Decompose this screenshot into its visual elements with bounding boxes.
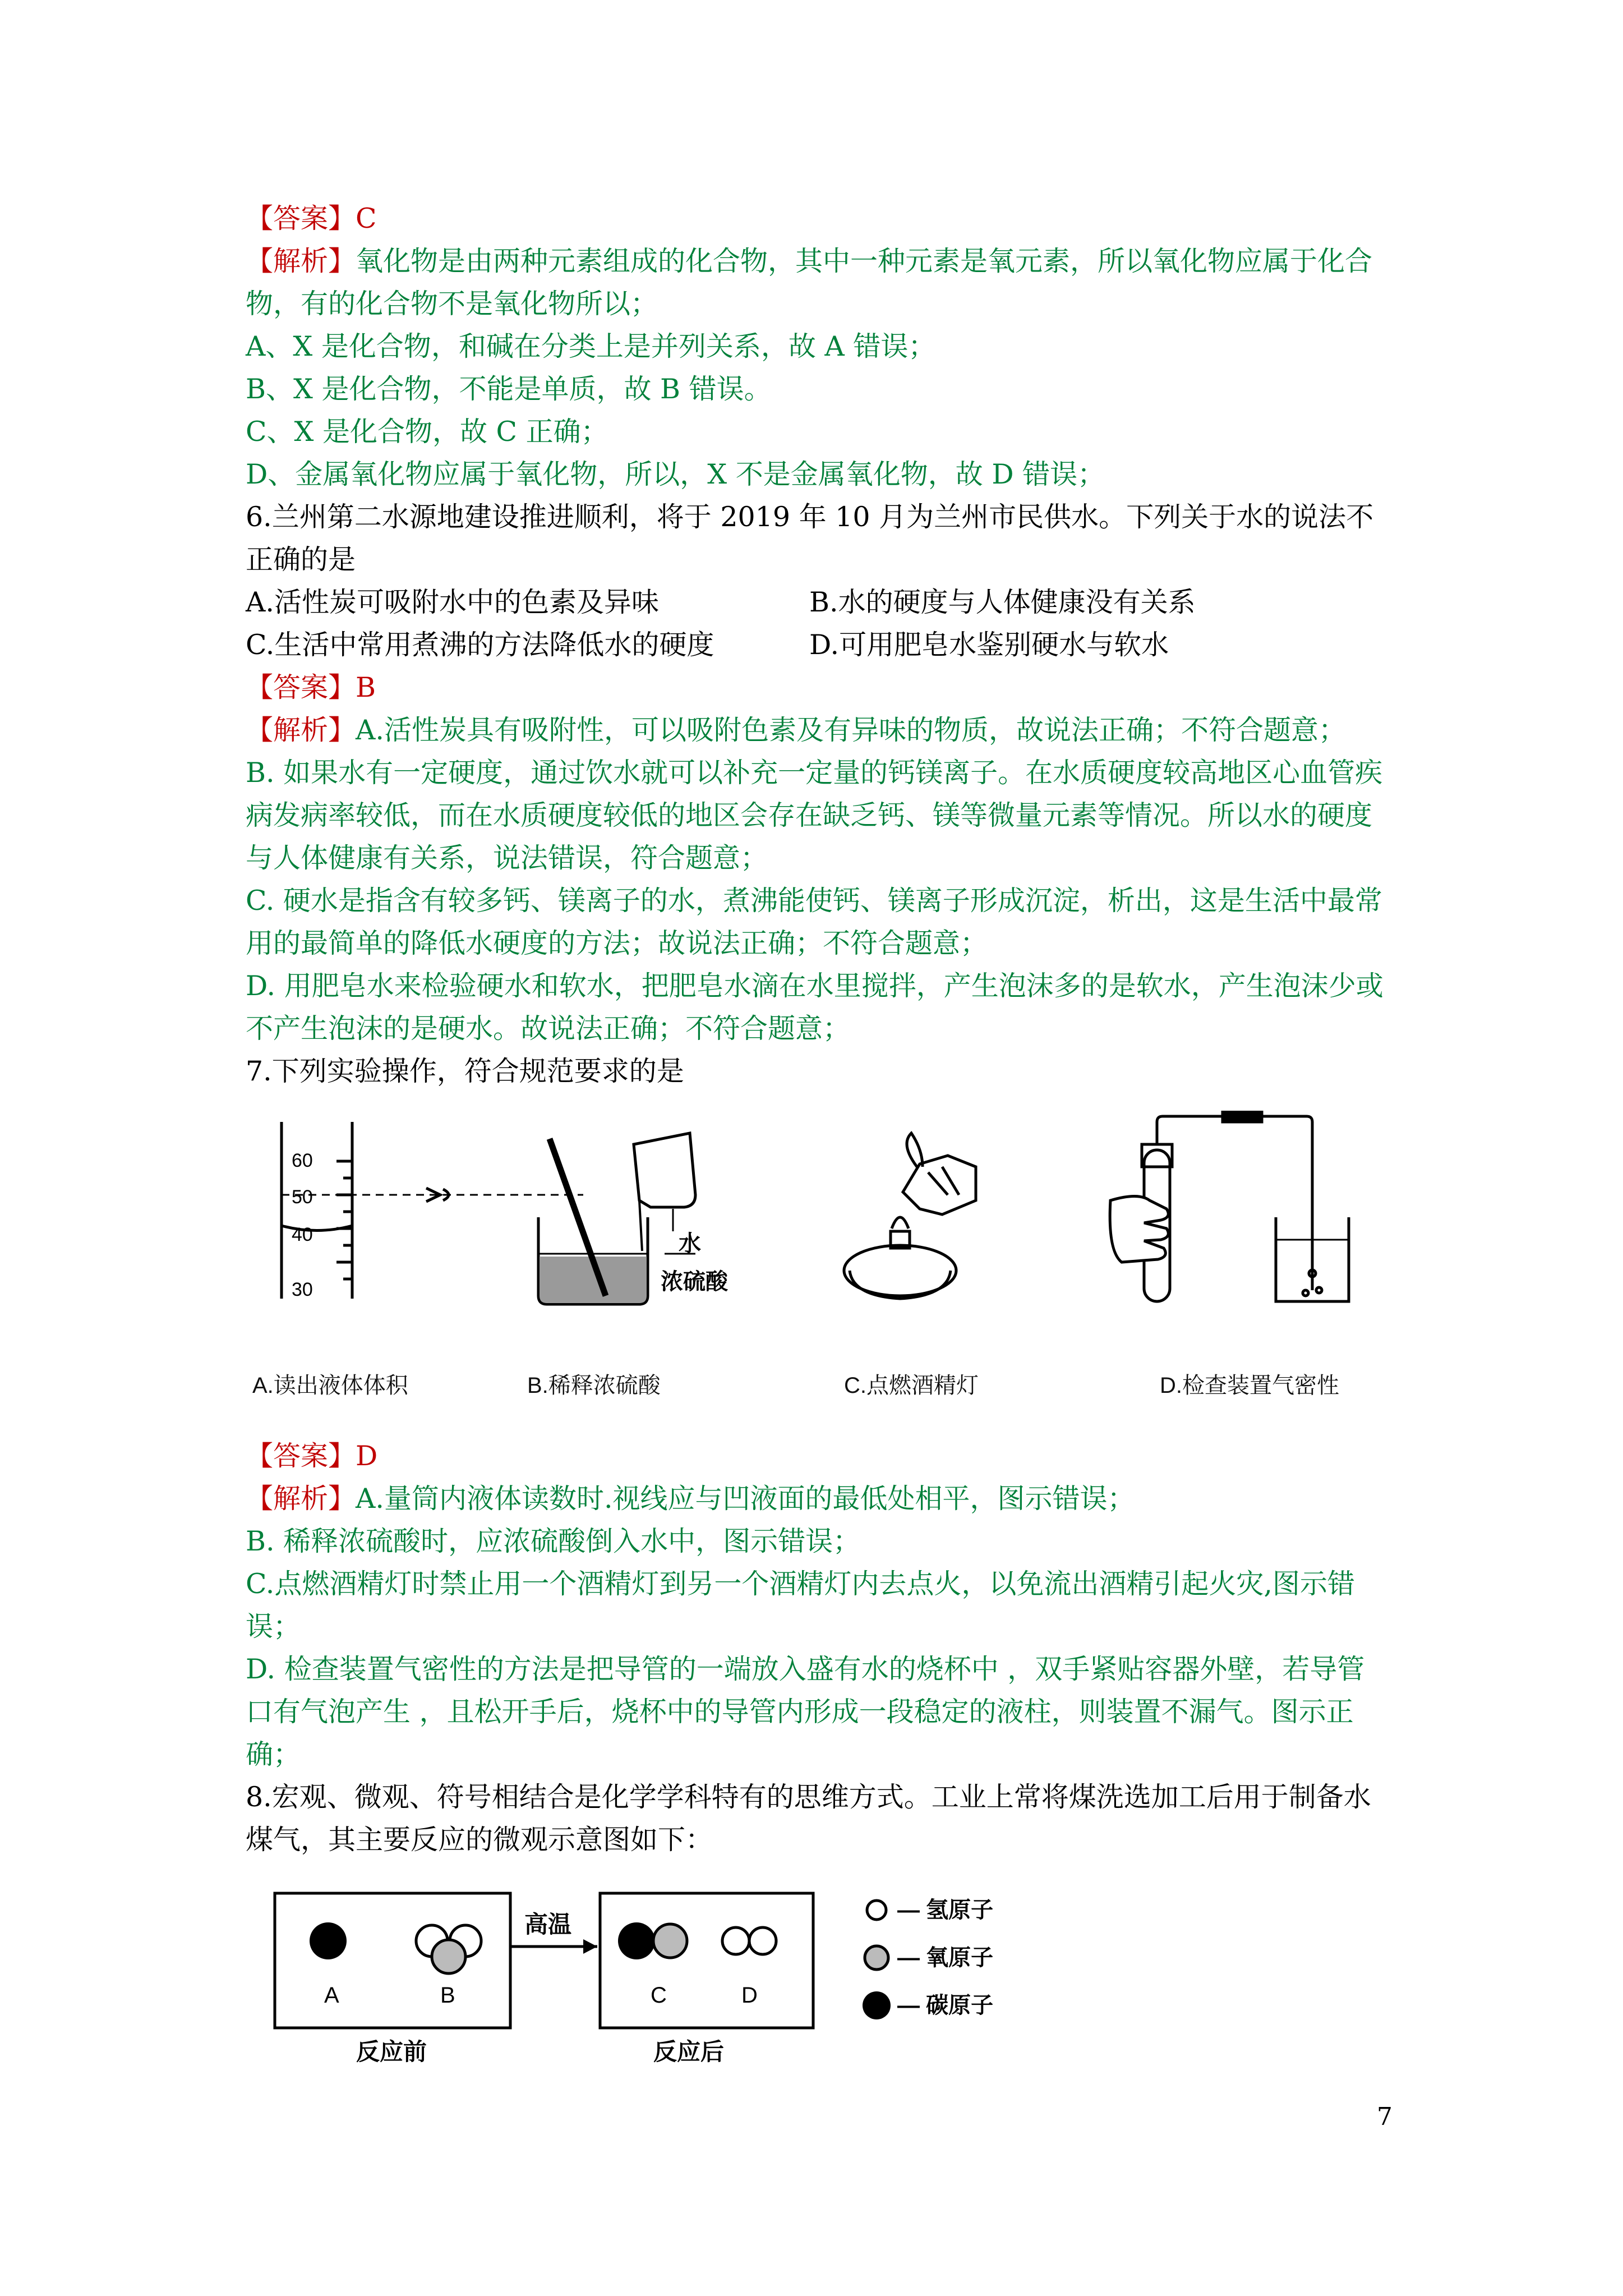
caption-b: B.稀释浓硫酸: [527, 1373, 661, 1398]
hydrogen-atom-d: [749, 1927, 776, 1954]
page-number: 7: [1377, 2102, 1393, 2131]
label-d: D: [741, 1983, 758, 2008]
q8-reaction-diagram: [269, 1885, 1077, 2070]
oxygen-atom: [432, 1940, 465, 1973]
q6-analysis-b: B. 如果水有一定硬度，通过饮水就可以补充一定量的钙镁离子。在水质硬度较高地区心血管疾病发病率较低，而在水质硬度较低的地区会存在缺乏钙、镁等微量元素等情况。所以水的硬度与人体健康有关系，说法错误，符合题意；: [246, 757, 1383, 874]
caption-c: C.点燃酒精灯: [844, 1373, 979, 1398]
q5-analysis: 【解析】氧化物是由两种元素组成的化合物，其中一种元素是氧元素，所以氧化物应属于化合物，有的化合物不是氧化物所以；: [246, 245, 1373, 320]
arrow-head: [583, 1939, 597, 1954]
label-b: B: [440, 1983, 455, 2008]
carbon-atom-c: [618, 1922, 655, 1959]
q7-analysis-d: D. 检查装置气密性的方法是把导管的一端放入盛有水的烧杯中 ，双手紧贴容器外壁，若导管口有气泡产生 ，且松开手后，烧杯中的导管内形成一段稳定的液柱，则装置不漏气。图示正确；: [246, 1653, 1365, 1770]
q6-options-row-1: [246, 581, 1390, 624]
legend-hydrogen-atom: [867, 1901, 886, 1920]
caption-d: D.检查装置气密性: [1160, 1373, 1339, 1398]
label-c: C: [651, 1983, 667, 2008]
q7-answer: 【答案】D: [246, 1440, 378, 1472]
q8-stem: 8.宏观、微观、符号相结合是化学学科特有的思维方式。工业上常将煤洗选加工后用于制备水煤气，其主要反应的微观示意图如下：: [246, 1781, 1371, 1856]
q7-analysis-b: B. 稀释浓硫酸时，应浓硫酸倒入水中，图示错误；: [246, 1525, 861, 1557]
before-box: [275, 1893, 510, 2028]
caption-a: A.读出液体体积: [252, 1373, 408, 1398]
q6-option-d: D.可用肥皂水鉴别硬水与软水: [809, 629, 1169, 661]
q6-options-row-2: [246, 624, 1390, 666]
label-conc-sulfuric-acid: 浓硫酸: [661, 1269, 728, 1294]
q5-block: [246, 197, 1390, 1093]
cylinder-tick-50: 50: [292, 1186, 313, 1208]
carbon-atom-a: [310, 1922, 347, 1959]
q5-analysis-a: A、X 是化合物，和碱在分类上是并列关系，故 A 错误；: [246, 330, 936, 362]
q5-analysis-d: D、金属氧化物应属于氧化物，所以，X 不是金属氧化物，故 D 错误；: [246, 458, 1105, 490]
q7-stem: 7.下列实验操作，符合规范要求的是: [246, 1055, 684, 1087]
q6-analysis: 【解析】A.活性炭具有吸附性，可以吸附色素及有异味的物质，故说法正确；不符合题意；: [246, 714, 1346, 746]
q6-option-b: B.水的硬度与人体健康没有关系: [809, 586, 1196, 618]
hydrogen-atom-d: [722, 1927, 749, 1954]
q6-analysis-c: C. 硬水是指含有较多钙、镁离子的水，煮沸能使钙、镁离子形成沉淀，析出，这是生活中最常用的最简单的降低水硬度的方法；故说法正确；不符合题意；: [246, 885, 1382, 959]
legend-oxygen-label: — 氧原子: [897, 1945, 994, 1970]
q5-answer: 【答案】C: [246, 203, 377, 234]
legend-carbon-atom: [863, 1991, 891, 2019]
legend-hydrogen-label: — 氢原子: [897, 1898, 994, 1922]
legend-carbon-label: — 碳原子: [897, 1993, 994, 2018]
q5-analysis-b: B、X 是化合物，不能是单质，故 B 错误。: [246, 373, 772, 405]
q6-option-a: A.活性炭可吸附水中的色素及异味: [246, 586, 659, 618]
q6-option-c: C.生活中常用煮沸的方法降低水的硬度: [246, 629, 714, 661]
airtightness-check-diagram: [1110, 1112, 1349, 1301]
after-caption: 反应后: [653, 2039, 725, 2065]
alcohol-lamp-diagram: [844, 1133, 976, 1299]
arrow-label: 高温: [524, 1911, 572, 1938]
q6-stem: 6.兰州第二水源地建设推进顺利，将于 2019 年 10 月为兰州市民供水。下列关于水的说法不正确的是: [246, 501, 1374, 576]
legend-oxygen-atom: [865, 1946, 888, 1970]
q7-analysis: 【解析】A.量筒内液体读数时.视线应与凹液面的最低处相平，图示错误；: [246, 1483, 1135, 1515]
oxygen-atom-c: [653, 1924, 687, 1958]
after-box: [600, 1893, 813, 2028]
before-caption: 反应前: [356, 2039, 427, 2065]
cylinder-tick-60: 60: [292, 1150, 313, 1171]
cylinder-tick-40: 40: [292, 1224, 313, 1245]
q6-analysis-d: D. 用肥皂水来检验硬水和软水，把肥皂水滴在水里搅拌，产生泡沫多的是软水，产生泡沫少或不产生泡沫的是硬水。故说法正确；不符合题意；: [246, 970, 1384, 1045]
label-a: A: [324, 1983, 339, 2008]
q5-analysis-c: C、X 是化合物，故 C 正确；: [246, 416, 608, 448]
q7-experiment-figure: [247, 1111, 1402, 1346]
cylinder-tick-30: 30: [292, 1279, 313, 1300]
q6-answer: 【答案】B: [246, 671, 376, 703]
label-water: 水: [679, 1231, 701, 1256]
q7-answer-block: [246, 1435, 1390, 1861]
q7-analysis-c: C.点燃酒精灯时禁止用一个酒精灯到另一个酒精灯内去点火，以免流出酒精引起火灾,图示错误；: [246, 1568, 1355, 1642]
